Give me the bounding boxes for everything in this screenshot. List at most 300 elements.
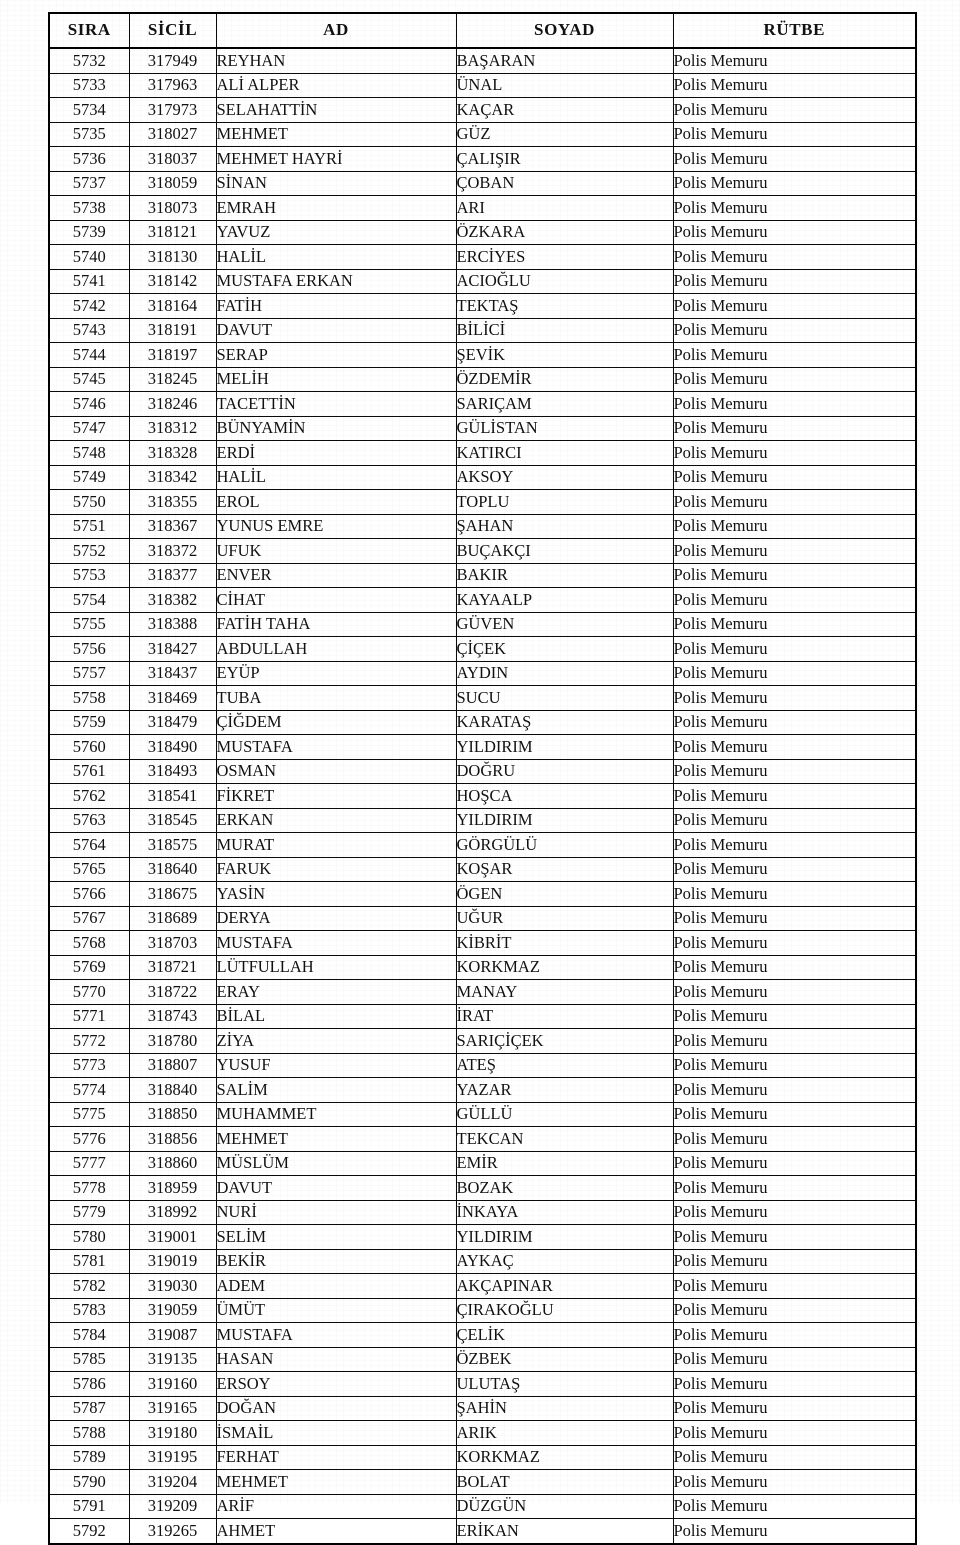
column-header-sicil: SİCİL [129,13,216,48]
cell-rutbe: Polis Memuru [673,1225,916,1250]
cell-sira: 5777 [49,1151,129,1176]
cell-sicil: 318850 [129,1102,216,1127]
cell-sicil: 318689 [129,906,216,931]
cell-soyad: YILDIRIM [456,808,673,833]
cell-rutbe: Polis Memuru [673,588,916,613]
cell-sira: 5742 [49,294,129,319]
cell-sira: 5755 [49,612,129,637]
table-row [49,563,916,588]
cell-soyad: ÖZDEMİR [456,367,673,392]
cell-ad: SERAP [216,343,456,368]
cell-rutbe: Polis Memuru [673,612,916,637]
cell-soyad: GÖRGÜLÜ [456,833,673,858]
cell-ad: OSMAN [216,759,456,784]
cell-ad: SELİM [216,1225,456,1250]
table-row [49,245,916,270]
table-row [49,784,916,809]
cell-soyad: TEKCAN [456,1127,673,1152]
cell-sicil: 318469 [129,686,216,711]
cell-sira: 5781 [49,1249,129,1274]
cell-sira: 5738 [49,196,129,221]
cell-ad: EROL [216,490,456,515]
cell-ad: BEKİR [216,1249,456,1274]
cell-sicil: 319165 [129,1396,216,1421]
cell-ad: ADEM [216,1274,456,1299]
table-row [49,514,916,539]
cell-ad: ARİF [216,1494,456,1519]
cell-soyad: KATIRCI [456,441,673,466]
cell-ad: ALİ ALPER [216,73,456,98]
cell-soyad: BOZAK [456,1176,673,1201]
column-header-soyad: SOYAD [456,13,673,48]
cell-sicil: 318142 [129,269,216,294]
cell-rutbe: Polis Memuru [673,931,916,956]
table-row [49,1102,916,1127]
table-row [49,955,916,980]
cell-sicil: 319135 [129,1347,216,1372]
cell-sicil: 318342 [129,465,216,490]
cell-rutbe: Polis Memuru [673,343,916,368]
cell-soyad: ÇOBAN [456,171,673,196]
cell-soyad: YILDIRIM [456,735,673,760]
cell-sicil: 318703 [129,931,216,956]
cell-rutbe: Polis Memuru [673,196,916,221]
cell-soyad: BUÇAKÇI [456,539,673,564]
cell-rutbe: Polis Memuru [673,686,916,711]
table-row [49,1519,916,1544]
table-row [49,882,916,907]
table-row [49,1396,916,1421]
cell-rutbe: Polis Memuru [673,73,916,98]
cell-sira: 5758 [49,686,129,711]
cell-ad: HALİL [216,245,456,270]
cell-rutbe: Polis Memuru [673,784,916,809]
cell-rutbe: Polis Memuru [673,661,916,686]
cell-soyad: KAÇAR [456,98,673,123]
cell-sira: 5768 [49,931,129,956]
cell-sira: 5744 [49,343,129,368]
cell-sicil: 318073 [129,196,216,221]
cell-sira: 5753 [49,563,129,588]
cell-rutbe: Polis Memuru [673,294,916,319]
cell-rutbe: Polis Memuru [673,1494,916,1519]
table-row [49,1249,916,1274]
cell-soyad: BİLİCİ [456,318,673,343]
table-row [49,612,916,637]
cell-rutbe: Polis Memuru [673,637,916,662]
cell-soyad: AYDIN [456,661,673,686]
table-row [49,686,916,711]
table-row [49,122,916,147]
cell-soyad: SARIÇAM [456,392,673,417]
cell-sira: 5763 [49,808,129,833]
cell-sicil: 318372 [129,539,216,564]
cell-sira: 5774 [49,1078,129,1103]
cell-sira: 5732 [49,48,129,73]
cell-ad: ERAY [216,980,456,1005]
cell-sira: 5756 [49,637,129,662]
cell-ad: SALİM [216,1078,456,1103]
cell-sira: 5761 [49,759,129,784]
cell-rutbe: Polis Memuru [673,906,916,931]
cell-sicil: 319180 [129,1421,216,1446]
cell-sira: 5735 [49,122,129,147]
table-row [49,441,916,466]
cell-soyad: TOPLU [456,490,673,515]
cell-ad: LÜTFULLAH [216,955,456,980]
cell-ad: DOĞAN [216,1396,456,1421]
cell-rutbe: Polis Memuru [673,171,916,196]
column-header-ad: AD [216,13,456,48]
cell-ad: FARUK [216,857,456,882]
cell-soyad: EMİR [456,1151,673,1176]
cell-sira: 5751 [49,514,129,539]
cell-rutbe: Polis Memuru [673,392,916,417]
cell-ad: REYHAN [216,48,456,73]
cell-ad: MUSTAFA [216,931,456,956]
cell-sira: 5788 [49,1421,129,1446]
table-row [49,637,916,662]
cell-soyad: ÖGEN [456,882,673,907]
cell-soyad: YILDIRIM [456,1225,673,1250]
cell-ad: HALİL [216,465,456,490]
table-row [49,318,916,343]
cell-sicil: 318479 [129,710,216,735]
table-row [49,73,916,98]
cell-rutbe: Polis Memuru [673,1200,916,1225]
cell-sicil: 318545 [129,808,216,833]
cell-rutbe: Polis Memuru [673,1053,916,1078]
table-row [49,1004,916,1029]
cell-sicil: 318721 [129,955,216,980]
cell-ad: MÜSLÜM [216,1151,456,1176]
table-row [49,710,916,735]
cell-rutbe: Polis Memuru [673,1102,916,1127]
cell-soyad: ŞAHİN [456,1396,673,1421]
cell-sira: 5770 [49,980,129,1005]
cell-sicil: 318640 [129,857,216,882]
cell-sira: 5741 [49,269,129,294]
table-row [49,588,916,613]
cell-sicil: 318541 [129,784,216,809]
cell-sicil: 318027 [129,122,216,147]
cell-soyad: BAKIR [456,563,673,588]
table-row [49,1372,916,1397]
cell-sira: 5787 [49,1396,129,1421]
cell-soyad: KİBRİT [456,931,673,956]
cell-sira: 5749 [49,465,129,490]
cell-ad: MUSTAFA ERKAN [216,269,456,294]
cell-rutbe: Polis Memuru [673,1127,916,1152]
cell-rutbe: Polis Memuru [673,1078,916,1103]
cell-sira: 5746 [49,392,129,417]
roster-table-container [48,12,915,1545]
table-row [49,490,916,515]
cell-ad: FATİH [216,294,456,319]
cell-ad: YAVUZ [216,220,456,245]
cell-ad: EYÜP [216,661,456,686]
table-row [49,98,916,123]
cell-ad: UFUK [216,539,456,564]
cell-sira: 5771 [49,1004,129,1029]
cell-rutbe: Polis Memuru [673,1298,916,1323]
cell-sicil: 318743 [129,1004,216,1029]
cell-sira: 5747 [49,416,129,441]
table-row [49,906,916,931]
cell-sira: 5737 [49,171,129,196]
table-row [49,171,916,196]
cell-ad: MUHAMMET [216,1102,456,1127]
cell-sira: 5791 [49,1494,129,1519]
cell-soyad: KAYAALP [456,588,673,613]
table-row [49,48,916,73]
cell-rutbe: Polis Memuru [673,808,916,833]
cell-ad: ABDULLAH [216,637,456,662]
cell-ad: İSMAİL [216,1421,456,1446]
cell-sicil: 319059 [129,1298,216,1323]
cell-sicil: 318059 [129,171,216,196]
cell-sicil: 318959 [129,1176,216,1201]
cell-rutbe: Polis Memuru [673,269,916,294]
cell-rutbe: Polis Memuru [673,735,916,760]
table-row [49,1151,916,1176]
table-row [49,1347,916,1372]
cell-ad: SELAHATTİN [216,98,456,123]
cell-rutbe: Polis Memuru [673,48,916,73]
table-row [49,1127,916,1152]
cell-rutbe: Polis Memuru [673,1396,916,1421]
cell-ad: MEHMET [216,1127,456,1152]
cell-rutbe: Polis Memuru [673,1323,916,1348]
table-row [49,808,916,833]
cell-soyad: ÖZBEK [456,1347,673,1372]
cell-sira: 5754 [49,588,129,613]
cell-sicil: 318191 [129,318,216,343]
cell-soyad: ERİKAN [456,1519,673,1544]
cell-soyad: KORKMAZ [456,1445,673,1470]
cell-ad: ERKAN [216,808,456,833]
column-header-sira: SIRA [49,13,129,48]
cell-sicil: 318246 [129,392,216,417]
cell-sira: 5776 [49,1127,129,1152]
cell-sira: 5743 [49,318,129,343]
cell-ad: FİKRET [216,784,456,809]
cell-rutbe: Polis Memuru [673,833,916,858]
cell-sira: 5765 [49,857,129,882]
cell-soyad: ÇIRAKOĞLU [456,1298,673,1323]
cell-ad: DAVUT [216,1176,456,1201]
cell-rutbe: Polis Memuru [673,759,916,784]
cell-sira: 5790 [49,1470,129,1495]
cell-soyad: ÜNAL [456,73,673,98]
cell-soyad: AYKAÇ [456,1249,673,1274]
cell-sicil: 318860 [129,1151,216,1176]
cell-soyad: GÜVEN [456,612,673,637]
cell-ad: SİNAN [216,171,456,196]
cell-soyad: İNKAYA [456,1200,673,1225]
cell-soyad: ŞAHAN [456,514,673,539]
cell-rutbe: Polis Memuru [673,563,916,588]
cell-rutbe: Polis Memuru [673,882,916,907]
cell-sicil: 318490 [129,735,216,760]
cell-sicil: 318377 [129,563,216,588]
cell-rutbe: Polis Memuru [673,955,916,980]
cell-ad: EMRAH [216,196,456,221]
cell-rutbe: Polis Memuru [673,441,916,466]
cell-sicil: 318130 [129,245,216,270]
cell-soyad: ACIOĞLU [456,269,673,294]
cell-sira: 5779 [49,1200,129,1225]
cell-soyad: AKSOY [456,465,673,490]
cell-sicil: 318427 [129,637,216,662]
cell-sicil: 318367 [129,514,216,539]
cell-sira: 5783 [49,1298,129,1323]
cell-rutbe: Polis Memuru [673,416,916,441]
cell-soyad: KOŞAR [456,857,673,882]
cell-ad: MURAT [216,833,456,858]
cell-soyad: BOLAT [456,1470,673,1495]
table-row [49,759,916,784]
cell-ad: ERSOY [216,1372,456,1397]
cell-sicil: 318807 [129,1053,216,1078]
table-row [49,1323,916,1348]
table-row [49,833,916,858]
table-row [49,465,916,490]
table-row [49,147,916,172]
cell-sicil: 318840 [129,1078,216,1103]
cell-soyad: KARATAŞ [456,710,673,735]
cell-rutbe: Polis Memuru [673,857,916,882]
table-row [49,1176,916,1201]
cell-sira: 5764 [49,833,129,858]
cell-sira: 5772 [49,1029,129,1054]
cell-soyad: GÜZ [456,122,673,147]
cell-soyad: ÖZKARA [456,220,673,245]
table-row [49,367,916,392]
cell-soyad: AKÇAPINAR [456,1274,673,1299]
cell-ad: TACETTİN [216,392,456,417]
table-row [49,269,916,294]
cell-sira: 5780 [49,1225,129,1250]
table-row [49,1274,916,1299]
cell-soyad: MANAY [456,980,673,1005]
cell-sicil: 317963 [129,73,216,98]
table-row [49,735,916,760]
cell-ad: DERYA [216,906,456,931]
cell-sira: 5750 [49,490,129,515]
cell-sicil: 318856 [129,1127,216,1152]
cell-sicil: 318197 [129,343,216,368]
cell-ad: MUSTAFA [216,735,456,760]
cell-sira: 5760 [49,735,129,760]
cell-sira: 5745 [49,367,129,392]
cell-sicil: 318328 [129,441,216,466]
table-row [49,416,916,441]
cell-rutbe: Polis Memuru [673,1029,916,1054]
cell-ad: BİLAL [216,1004,456,1029]
cell-ad: YUNUS EMRE [216,514,456,539]
table-body [49,48,916,1544]
cell-soyad: ŞEVİK [456,343,673,368]
cell-sira: 5757 [49,661,129,686]
table-row [49,343,916,368]
cell-ad: ÇİĞDEM [216,710,456,735]
cell-ad: FATİH TAHA [216,612,456,637]
cell-rutbe: Polis Memuru [673,1274,916,1299]
cell-soyad: GÜLİSTAN [456,416,673,441]
table-row [49,196,916,221]
cell-soyad: ARIK [456,1421,673,1446]
cell-soyad: UĞUR [456,906,673,931]
cell-soyad: GÜLLÜ [456,1102,673,1127]
cell-sira: 5748 [49,441,129,466]
cell-sicil: 318575 [129,833,216,858]
cell-sira: 5775 [49,1102,129,1127]
cell-sicil: 318992 [129,1200,216,1225]
cell-sicil: 319019 [129,1249,216,1274]
cell-sira: 5739 [49,220,129,245]
cell-rutbe: Polis Memuru [673,147,916,172]
table-row [49,1200,916,1225]
cell-ad: ÜMÜT [216,1298,456,1323]
cell-sicil: 318355 [129,490,216,515]
column-header-rutbe: RÜTBE [673,13,916,48]
cell-soyad: DÜZGÜN [456,1494,673,1519]
table-row [49,392,916,417]
cell-sira: 5789 [49,1445,129,1470]
table-header-row [49,13,916,48]
table-row [49,980,916,1005]
table-row [49,1298,916,1323]
cell-ad: ZİYA [216,1029,456,1054]
cell-sira: 5767 [49,906,129,931]
cell-rutbe: Polis Memuru [673,539,916,564]
cell-soyad: ÇALIŞIR [456,147,673,172]
table-row [49,1445,916,1470]
cell-sicil: 318164 [129,294,216,319]
table-row [49,1225,916,1250]
cell-sicil: 318245 [129,367,216,392]
cell-rutbe: Polis Memuru [673,367,916,392]
cell-rutbe: Polis Memuru [673,980,916,1005]
cell-sicil: 319209 [129,1494,216,1519]
table-row [49,1494,916,1519]
cell-sira: 5759 [49,710,129,735]
cell-sicil: 318037 [129,147,216,172]
cell-sira: 5740 [49,245,129,270]
cell-rutbe: Polis Memuru [673,1421,916,1446]
table-row [49,1470,916,1495]
cell-soyad: HOŞCA [456,784,673,809]
cell-soyad: ULUTAŞ [456,1372,673,1397]
cell-sicil: 317949 [129,48,216,73]
cell-sicil: 319087 [129,1323,216,1348]
cell-soyad: ATEŞ [456,1053,673,1078]
cell-ad: MELİH [216,367,456,392]
cell-ad: TUBA [216,686,456,711]
cell-rutbe: Polis Memuru [673,465,916,490]
cell-soyad: YAZAR [456,1078,673,1103]
cell-sicil: 319001 [129,1225,216,1250]
cell-sicil: 318437 [129,661,216,686]
cell-rutbe: Polis Memuru [673,490,916,515]
cell-sira: 5773 [49,1053,129,1078]
table-row [49,857,916,882]
cell-rutbe: Polis Memuru [673,710,916,735]
cell-rutbe: Polis Memuru [673,122,916,147]
table-row [49,1421,916,1446]
cell-ad: YASİN [216,882,456,907]
